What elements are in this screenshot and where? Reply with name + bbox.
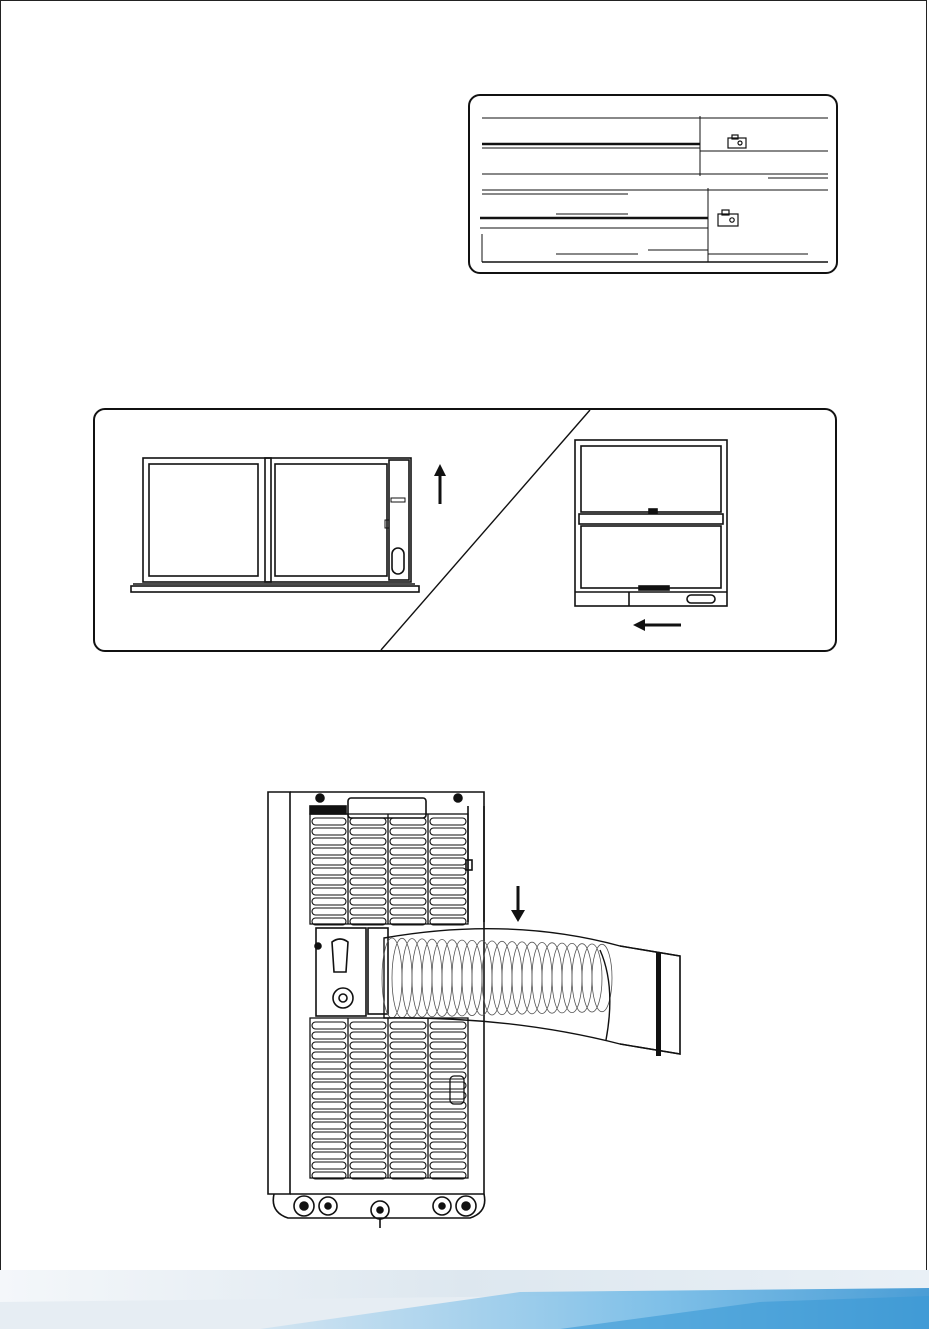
grille-slat bbox=[390, 1032, 426, 1039]
grille-slat bbox=[430, 1032, 466, 1039]
grille-slat bbox=[350, 858, 386, 865]
grille-slat bbox=[350, 818, 386, 825]
grille-slat bbox=[350, 868, 386, 875]
grille-slat bbox=[350, 1152, 386, 1159]
grille-slat bbox=[390, 888, 426, 895]
grille-slat bbox=[350, 1072, 386, 1079]
grille-slat bbox=[430, 898, 466, 905]
grille-slat bbox=[350, 1132, 386, 1139]
grille-slat bbox=[312, 878, 346, 885]
grille-slat bbox=[430, 868, 466, 875]
casters bbox=[273, 1194, 484, 1228]
grille-slat bbox=[430, 1052, 466, 1059]
grille-slat bbox=[350, 1162, 386, 1169]
grille-slat bbox=[312, 858, 346, 865]
grille-slat bbox=[312, 1032, 346, 1039]
grille-slat bbox=[390, 1022, 426, 1029]
grille-slat bbox=[350, 838, 386, 845]
arrow-left-icon bbox=[633, 619, 681, 631]
horizontal-window bbox=[131, 458, 419, 592]
grille-slat bbox=[350, 898, 386, 905]
grille-slat bbox=[430, 848, 466, 855]
grille-slat bbox=[430, 1122, 466, 1129]
grille-slat bbox=[390, 1162, 426, 1169]
grille-slat bbox=[390, 898, 426, 905]
grille-slat bbox=[430, 828, 466, 835]
grille-slat bbox=[390, 848, 426, 855]
grille-slat bbox=[430, 1152, 466, 1159]
vertical-window bbox=[575, 440, 727, 606]
grille-slat bbox=[350, 1102, 386, 1109]
grille-slat bbox=[312, 1092, 346, 1099]
grille-slat bbox=[312, 1162, 346, 1169]
grille-slat bbox=[390, 1112, 426, 1119]
grille-slat bbox=[390, 1102, 426, 1109]
grille-slat bbox=[312, 1082, 346, 1089]
window-adapter bbox=[656, 952, 661, 1056]
grille-slat bbox=[350, 828, 386, 835]
grille-slat bbox=[430, 1112, 466, 1119]
grille-slat bbox=[390, 838, 426, 845]
portable-ac-illustration bbox=[260, 786, 700, 1234]
grille-slat bbox=[312, 1022, 346, 1029]
grille-slat bbox=[430, 888, 466, 895]
grille-slat bbox=[390, 908, 426, 915]
grille-slat bbox=[390, 1142, 426, 1149]
grille-slat bbox=[312, 1122, 346, 1129]
grille-slat bbox=[350, 1062, 386, 1069]
grille-slat bbox=[430, 878, 466, 885]
grille-slat bbox=[312, 1142, 346, 1149]
grille-slat bbox=[350, 1042, 386, 1049]
grille-slat bbox=[312, 908, 346, 915]
grille-slat bbox=[390, 828, 426, 835]
grille-slat bbox=[312, 1112, 346, 1119]
grille-slat bbox=[350, 848, 386, 855]
grille-slat bbox=[390, 878, 426, 885]
grille-slat bbox=[430, 908, 466, 915]
grille-slat bbox=[350, 1022, 386, 1029]
lock-icon bbox=[718, 210, 738, 226]
grille-slat bbox=[430, 1142, 466, 1149]
grille-slat bbox=[390, 1082, 426, 1089]
grille-slat bbox=[350, 878, 386, 885]
grille-slat bbox=[390, 1072, 426, 1079]
grille-slat bbox=[312, 888, 346, 895]
grille-slat bbox=[430, 818, 466, 825]
grille-slat bbox=[312, 1042, 346, 1049]
grille-slat bbox=[350, 1112, 386, 1119]
grille-slat bbox=[430, 1082, 466, 1089]
grille-slat bbox=[390, 1052, 426, 1059]
grille-slat bbox=[390, 1062, 426, 1069]
grille-slat bbox=[430, 1092, 466, 1099]
grille-slat bbox=[350, 1092, 386, 1099]
grille-slat bbox=[312, 1152, 346, 1159]
grille-slat bbox=[390, 1042, 426, 1049]
grille-slat bbox=[312, 1072, 346, 1079]
window-types-illustration bbox=[93, 408, 837, 652]
unit-body bbox=[268, 792, 290, 1194]
grille-slat bbox=[312, 1102, 346, 1109]
grille-slat bbox=[350, 1052, 386, 1059]
grille-slat bbox=[312, 848, 346, 855]
grille-slat bbox=[312, 838, 346, 845]
window-kit-illustration bbox=[468, 94, 838, 274]
grille-slat bbox=[430, 1062, 466, 1069]
grille-slat bbox=[350, 1122, 386, 1129]
grille-slat bbox=[312, 818, 346, 825]
grille-slat bbox=[312, 898, 346, 905]
footer-decoration bbox=[0, 1262, 929, 1329]
arrow-up-icon bbox=[434, 464, 446, 504]
grille-slat bbox=[350, 888, 386, 895]
grille-slat bbox=[430, 858, 466, 865]
grille-slat bbox=[430, 1132, 466, 1139]
grille-slat bbox=[430, 1022, 466, 1029]
grille-slat bbox=[312, 1052, 346, 1059]
grille-slat bbox=[430, 1102, 466, 1109]
grille-slat bbox=[312, 1132, 346, 1139]
grille-slat bbox=[350, 1082, 386, 1089]
grille-slat bbox=[390, 1132, 426, 1139]
grille-slat bbox=[430, 1162, 466, 1169]
grille-slat bbox=[430, 1042, 466, 1049]
grille-slat bbox=[390, 858, 426, 865]
grille-slat bbox=[350, 1032, 386, 1039]
grille-slat bbox=[350, 908, 386, 915]
grille-slat bbox=[312, 868, 346, 875]
grille-slat bbox=[430, 838, 466, 845]
grille-slat bbox=[390, 818, 426, 825]
grille-slat bbox=[390, 1092, 426, 1099]
grille-slat bbox=[390, 1122, 426, 1129]
arrow-down-icon bbox=[511, 886, 525, 922]
grille-slat bbox=[350, 1142, 386, 1149]
grille-slat bbox=[390, 1152, 426, 1159]
grille-slat bbox=[390, 868, 426, 875]
grille-slat bbox=[312, 1062, 346, 1069]
grille-slat bbox=[312, 828, 346, 835]
lock-icon bbox=[728, 135, 746, 148]
